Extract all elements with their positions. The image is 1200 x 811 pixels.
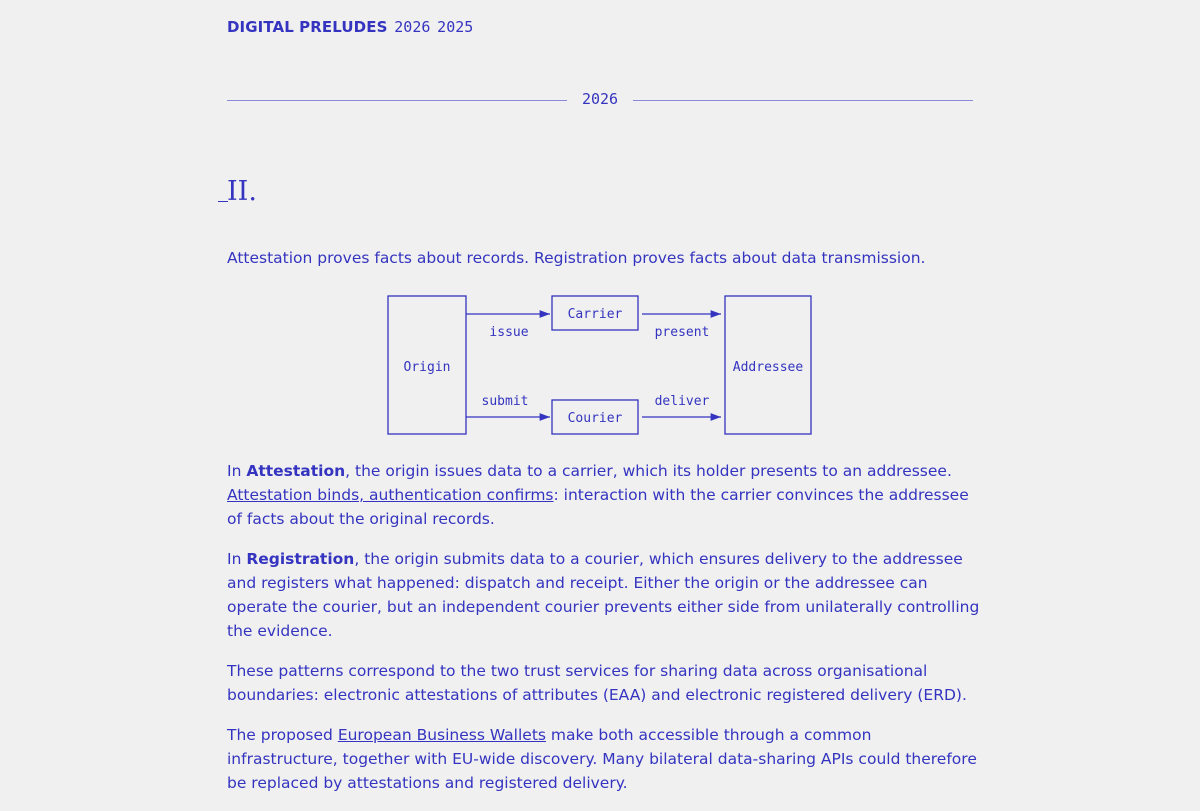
deliver-label: deliver [654,394,710,409]
registration-term: Registration [246,550,355,568]
carrier-label: Carrier [567,307,623,322]
article-body [227,459,987,811]
p2-pre: In [227,550,247,568]
present-label: present [654,325,710,340]
p1-mid: , the origin issues data to a carrier, which its holder presents to an addressee. [345,462,952,480]
p1-post: : interaction with the carrier convinces the addressee of facts about the original records. [227,486,969,528]
trust-flow-diagram [380,290,820,440]
nav-link-2025[interactable]: 2025 [437,18,474,36]
european-business-wallets-link[interactable]: European Business Wallets [337,726,546,744]
site-title[interactable]: DIGITAL PRELUDES [227,18,388,36]
lead-paragraph: Attestation proves facts about records. Registration proves facts about data transmission. [227,249,926,267]
nav-link-2026[interactable]: 2026 [394,18,431,36]
issue-label: issue [489,325,529,340]
attestation-paragraph [227,459,987,531]
trust-services-paragraph: These patterns correspond to the two trust services for sharing data across organisational boundaries: electronic attestations of attributes (EAA) and electronic registered delivery (ERD). [227,662,967,704]
p4-pre: The proposed [227,726,338,744]
business-wallets-paragraph [227,723,987,795]
attestation-binds-link[interactable]: Attestation binds, authentication confirms [227,486,554,504]
divider-line-right [633,100,973,101]
p2-post: , the origin submits data to a courier, which ensures delivery to the addressee and registers what happened: dispatch and receipt. Either the origin or the addressee can operate the courier, but an independent courier prevents either side from unilaterally controlling the evidence. [227,550,980,640]
submit-label: submit [481,394,529,409]
section-year: 2026 [581,90,619,108]
p1-pre: In [227,462,247,480]
p4-post: make both accessible through a common infrastructure, together with EU-wide discovery. Many bilateral data-sharing APIs could therefore be replaced by attestations and registered delivery. [227,726,977,792]
section-heading [218,176,257,207]
section-numeral: II. [227,176,257,207]
addressee-label: Addressee [732,360,804,375]
site-header [227,18,473,36]
courier-label: Courier [567,411,623,426]
registration-paragraph [227,547,987,643]
origin-label: Origin [403,360,451,375]
year-divider [227,90,973,110]
attestation-term: Attestation [246,462,346,480]
